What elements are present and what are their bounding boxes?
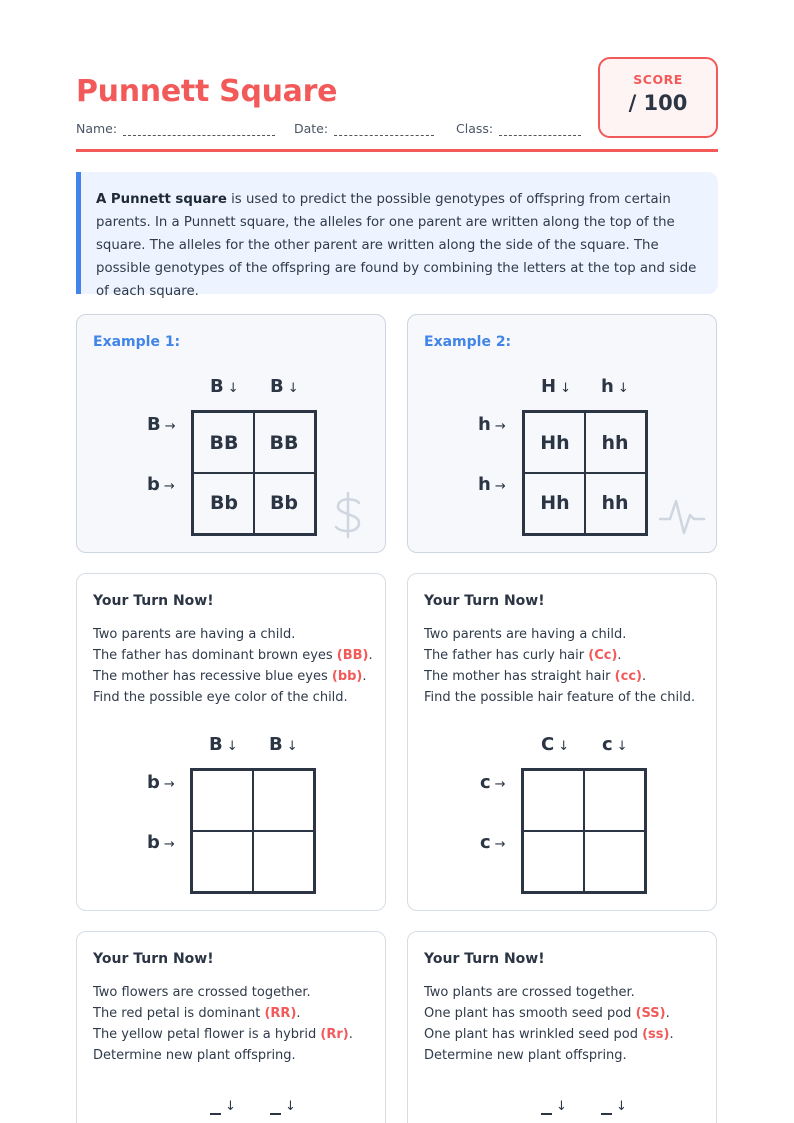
exercise-title: Your Turn Now! (424, 951, 545, 967)
grid-cell: BB (269, 432, 299, 454)
punnett-grid (191, 410, 317, 536)
exercise-card-2 (407, 573, 717, 911)
top-allele: H ↓ (541, 376, 571, 397)
side-allele: h → (478, 414, 506, 435)
class-input-line[interactable] (499, 122, 581, 136)
answer-cell[interactable] (524, 771, 584, 831)
exercise-card-4 (407, 931, 717, 1123)
blank-allele[interactable]: ↓ (601, 1094, 627, 1115)
answer-cell[interactable] (193, 771, 253, 831)
class-label: Class: (456, 121, 494, 136)
top-allele: B ↓ (269, 734, 298, 755)
example-card-2 (407, 314, 717, 553)
grid-cell: Hh (540, 492, 570, 514)
page-title: Punnett Square (76, 74, 338, 109)
punnett-grid (522, 410, 648, 536)
side-allele: b → (147, 832, 175, 853)
date-field (294, 121, 434, 136)
blank-allele[interactable]: ↓ (270, 1094, 296, 1115)
grid-cell: BB (209, 432, 239, 454)
top-allele: B ↓ (209, 734, 238, 755)
example-card-1 (76, 314, 386, 553)
side-allele: B → (147, 414, 176, 435)
top-allele: B ↓ (210, 376, 239, 397)
date-label: Date: (294, 121, 329, 136)
side-allele: b → (147, 474, 175, 495)
intro-text: is used to predict the possible genotypes of offspring from certain parents. In a Punnett square, the alleles for one parent are written along the top of the square. The alleles for the other parent are written along the side of the square. The possible genotypes of the offspring are found by combining the letters at the top and side of each square. (96, 192, 697, 299)
side-allele: b → (147, 772, 175, 793)
blank-allele[interactable]: ↓ (210, 1094, 236, 1115)
date-input-line[interactable] (334, 122, 434, 136)
name-field (76, 121, 275, 136)
exercise-description: Two plants are crossed together. One plant has smooth seed pod (SS). One plant has wrinkled seed pod (ss). Determine new plant offspring. (424, 985, 674, 1063)
top-allele: B ↓ (270, 376, 299, 397)
grid-cell: Bb (269, 492, 299, 514)
top-allele: c ↓ (602, 734, 628, 755)
grid-cell: hh (601, 432, 629, 454)
blank-allele[interactable]: ↓ (541, 1094, 567, 1115)
answer-cell[interactable] (253, 831, 313, 891)
exercise-description: Two flowers are crossed together. The red petal is dominant (RR). The yellow petal flower is a hybrid (Rr). Determine new plant offspring. (93, 985, 353, 1063)
exercise-title: Your Turn Now! (93, 951, 214, 967)
punnett-grid (190, 768, 316, 894)
score-box (598, 57, 718, 138)
class-field (456, 121, 581, 136)
score-label: SCORE (633, 72, 683, 87)
name-input-line[interactable] (123, 122, 275, 136)
header-divider (76, 149, 718, 152)
exercise-card-3 (76, 931, 386, 1123)
name-label: Name: (76, 121, 118, 136)
answer-cell[interactable] (584, 771, 644, 831)
example-title: Example 1: (93, 334, 181, 350)
intro-box (76, 172, 718, 299)
exercise-card-1 (76, 573, 386, 911)
side-allele: c → (480, 832, 506, 853)
grid-cell: hh (601, 492, 629, 514)
exercise-description: Two parents are having a child. The father has dominant brown eyes (BB). The mother has recessive blue eyes (bb). Find the possible eye color of the child. (93, 627, 373, 705)
punnett-grid (521, 768, 647, 894)
intro-bold: A Punnett square (96, 192, 227, 207)
side-allele: h → (478, 474, 506, 495)
dollar-icon (331, 491, 365, 539)
side-allele: c → (480, 772, 506, 793)
answer-cell[interactable] (584, 831, 644, 891)
answer-cell[interactable] (193, 831, 253, 891)
grid-cell: Bb (209, 492, 239, 514)
top-allele: C ↓ (541, 734, 570, 755)
grid-cell: Hh (540, 432, 570, 454)
answer-cell[interactable] (524, 831, 584, 891)
exercise-description: Two parents are having a child. The father has curly hair (Cc). The mother has straight hair (cc). Find the possible hair feature of the child. (424, 627, 696, 705)
top-allele: h ↓ (601, 376, 629, 397)
pulse-icon (658, 495, 706, 537)
answer-cell[interactable] (253, 771, 313, 831)
exercise-title: Your Turn Now! (424, 593, 545, 609)
score-value: / 100 (628, 91, 688, 115)
example-title: Example 2: (424, 334, 512, 350)
exercise-title: Your Turn Now! (93, 593, 214, 609)
